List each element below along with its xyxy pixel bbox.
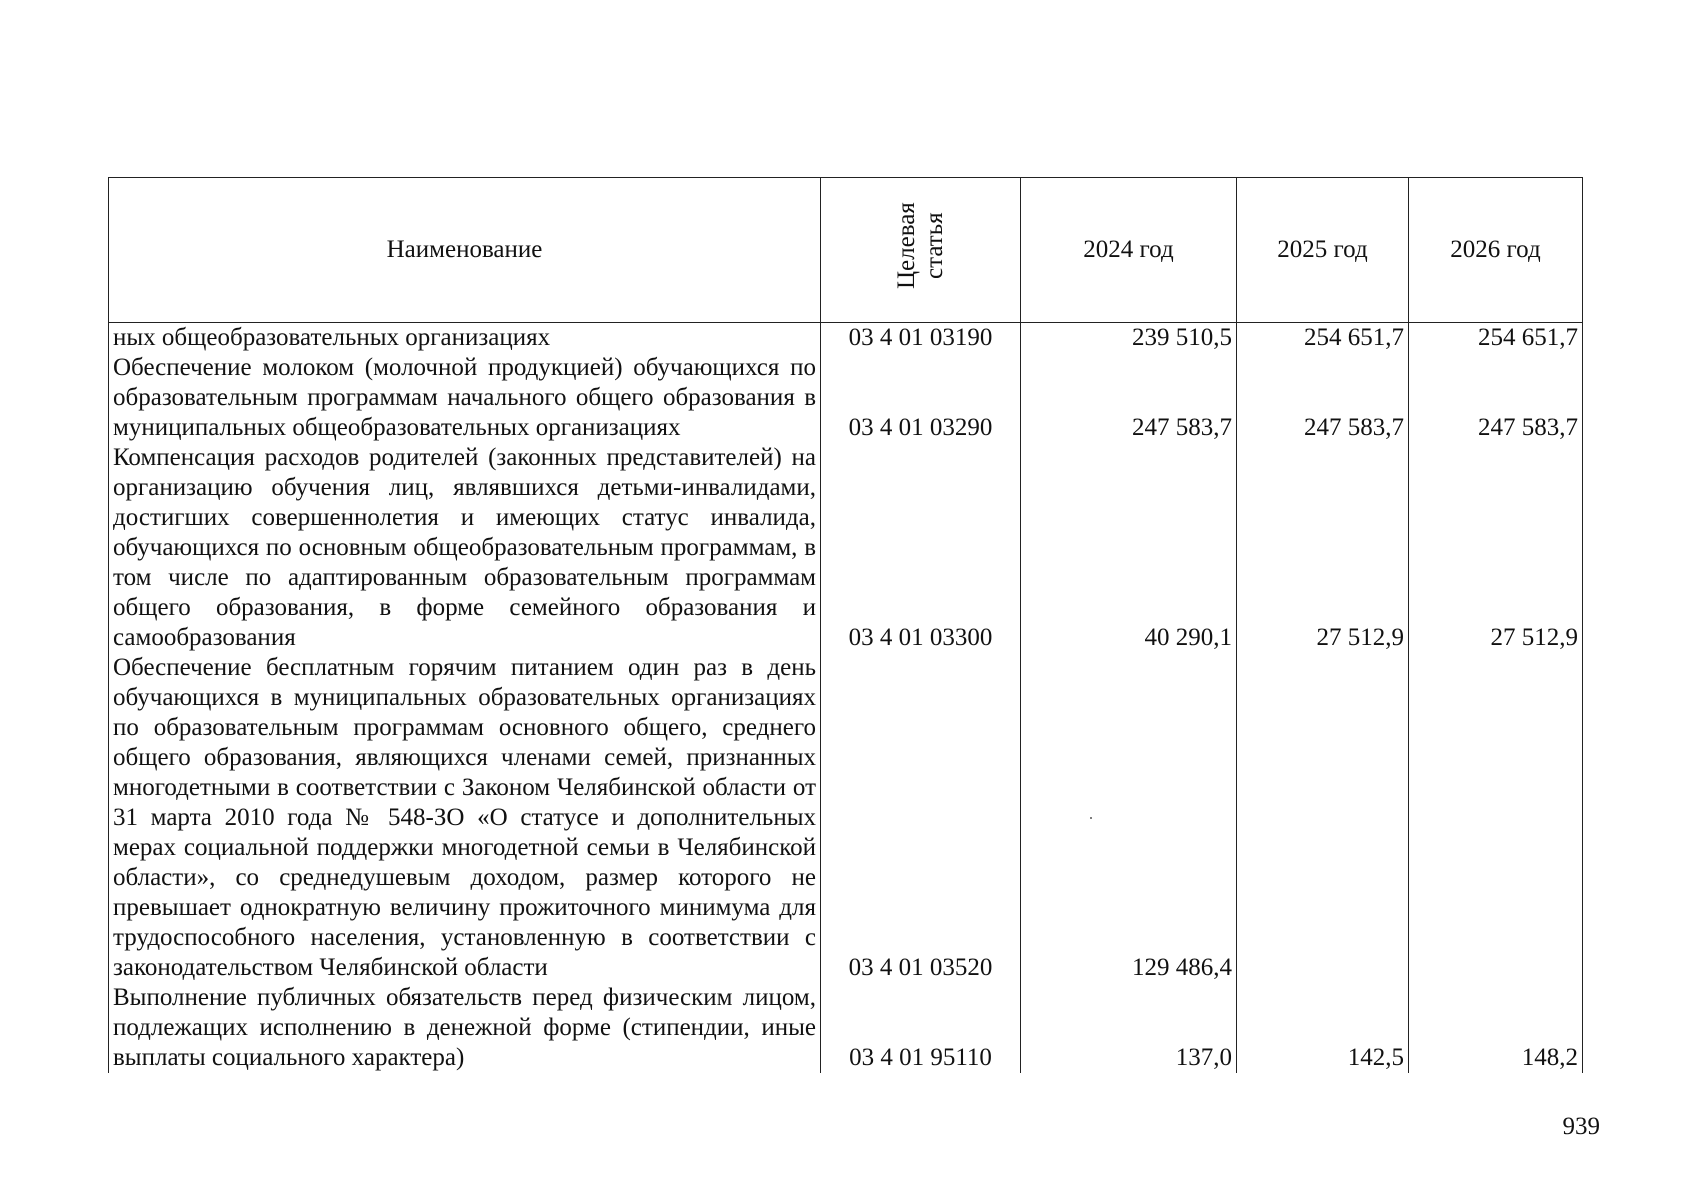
header-year-2025: 2025 год [1237,178,1409,323]
header-name: Наименование [109,178,821,323]
row-amount-2026: 148,2 [1409,983,1583,1073]
scan-speck [1090,817,1092,819]
row-name: Компенсация расходов родителей (законных представителей) на организацию обучения лиц, являвшихся детьми-инвалидами, достигших совершеннолетия и имеющих статус инвалида, обучающихся по основным общеобразовательным программам, в том числе по адаптированным образовательным программам общего образования, в форме семейного образования и самообразования [109,443,821,653]
row-code: 03 4 01 03190 [821,323,1021,354]
row-amount-2024: 137,0 [1021,983,1237,1073]
page-number: 939 [1562,1113,1600,1140]
row-code: 03 4 01 03520 [821,653,1021,983]
row-amount-2026: 254 651,7 [1409,323,1583,354]
row-name: ных общеобразовательных организациях [109,323,821,354]
budget-table [108,177,1583,1073]
table-header [109,178,1583,323]
row-amount-2026: 27 512,9 [1409,443,1583,653]
row-amount-2024: 129 486,4 [1021,653,1237,983]
table-row [109,983,1583,1073]
row-amount-2025: 142,5 [1237,983,1409,1073]
table-row [109,323,1583,354]
row-amount-2024: 239 510,5 [1021,323,1237,354]
row-amount-2025 [1237,653,1409,983]
row-name: Обеспечение бесплатным горячим питанием один раз в день обучающихся в муниципальных образовательных организациях по образовательным программам основного общего, среднего общего образования, являющихся членами семей, признанных многодетными в соответствии с Законом Челябинской области от 31 марта 2010 года № 548-ЗО «О статусе и дополнительных мерах социальной поддержки многодетной семьи в Челябинской области», со среднедушевым доходом, размер которого не превышает однократную величину прожиточного минимума для трудоспособного населения, установленную в соответствии с законодательством Челябинской области [109,653,821,983]
header-year-2026: 2026 год [1409,178,1583,323]
row-code: 03 4 01 95110 [821,983,1021,1073]
row-code: 03 4 01 03300 [821,443,1021,653]
table-row [109,443,1583,653]
header-code-label: Целевая статья [892,202,948,290]
row-amount-2026 [1409,653,1583,983]
row-amount-2025: 254 651,7 [1237,323,1409,354]
table-row [109,353,1583,443]
row-amount-2024: 247 583,7 [1021,353,1237,443]
row-amount-2024: 40 290,1 [1021,443,1237,653]
row-amount-2025: 27 512,9 [1237,443,1409,653]
row-name: Обеспечение молоком (молочной продукцией) обучающихся по образовательным программам начального общего образования в муниципальных общеобразовательных организациях [109,353,821,443]
row-code: 03 4 01 03290 [821,353,1021,443]
header-code [821,178,1021,323]
row-amount-2026: 247 583,7 [1409,353,1583,443]
header-year-2024: 2024 год [1021,178,1237,323]
row-amount-2025: 247 583,7 [1237,353,1409,443]
table-body [109,323,1583,1074]
table-row [109,653,1583,983]
row-name: Выполнение публичных обязательств перед физическим лицом, подлежащих исполнению в денежной форме (стипендии, иные выплаты социального характера) [109,983,821,1073]
